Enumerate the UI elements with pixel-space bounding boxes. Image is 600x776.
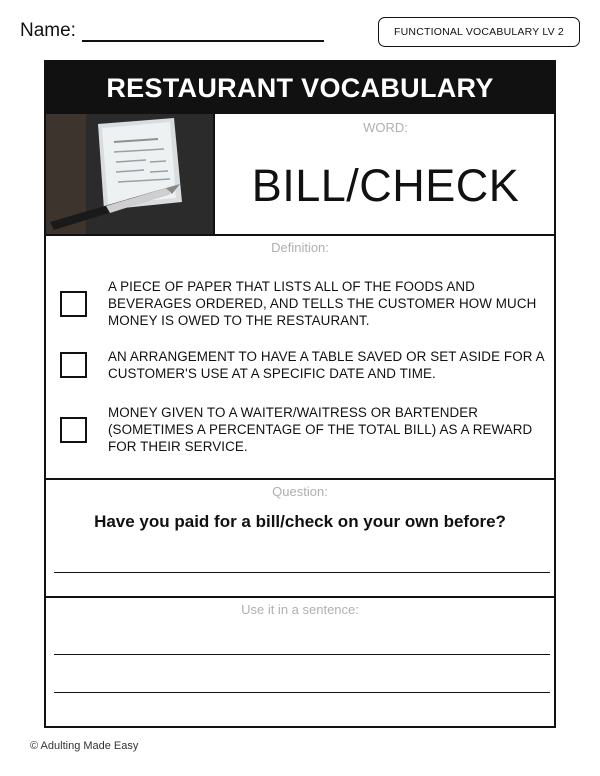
definition-option-3[interactable] <box>60 404 546 455</box>
receipt-photo <box>46 114 215 234</box>
definition-section <box>46 234 554 480</box>
receipt-pen-illustration <box>46 114 213 234</box>
checkbox[interactable] <box>60 291 87 317</box>
name-row <box>20 20 324 42</box>
vocabulary-word: BILL/CHECK <box>251 160 520 211</box>
sentence-line[interactable] <box>54 654 550 655</box>
question-section <box>46 478 554 598</box>
word-row <box>46 114 554 236</box>
sentence-section <box>46 596 554 728</box>
card-title: RESTAURANT VOCABULARY <box>46 62 554 114</box>
definition-option-2[interactable] <box>60 348 546 382</box>
name-label: Name: <box>20 20 76 41</box>
word-label: WORD: <box>363 120 408 135</box>
definition-label: Definition: <box>271 240 329 255</box>
copyright: © Adulting Made Easy <box>30 740 139 752</box>
definition-option-1[interactable] <box>60 278 546 329</box>
checkbox[interactable] <box>60 352 87 378</box>
level-badge: FUNCTIONAL VOCABULARY LV 2 <box>378 17 580 47</box>
definition-option-text: MONEY GIVEN TO A WAITER/WAITRESS OR BARTENDER (SOMETIMES A PERCENTAGE OF THE TOTAL BILL) AS A REWARD FOR THEIR SERVICE. <box>108 405 533 454</box>
checkbox[interactable] <box>60 417 87 443</box>
definition-option-text: AN ARRANGEMENT TO HAVE A TABLE SAVED OR SET ASIDE FOR A CUSTOMER'S USE AT A SPECIFIC DATE AND TIME. <box>108 349 544 381</box>
sentence-label: Use it in a sentence: <box>241 602 359 617</box>
vocabulary-card <box>44 60 556 728</box>
answer-line[interactable] <box>54 572 550 573</box>
definition-option-text: A PIECE OF PAPER THAT LISTS ALL OF THE FOODS AND BEVERAGES ORDERED, AND TELLS THE CUSTOMER HOW MUCH MONEY IS OWED TO THE RESTAURANT. <box>108 279 537 328</box>
question-text: Have you paid for a bill/check on your own before? <box>94 512 506 531</box>
question-label: Question: <box>272 484 328 499</box>
sentence-line[interactable] <box>54 692 550 693</box>
name-write-line[interactable] <box>82 22 324 42</box>
